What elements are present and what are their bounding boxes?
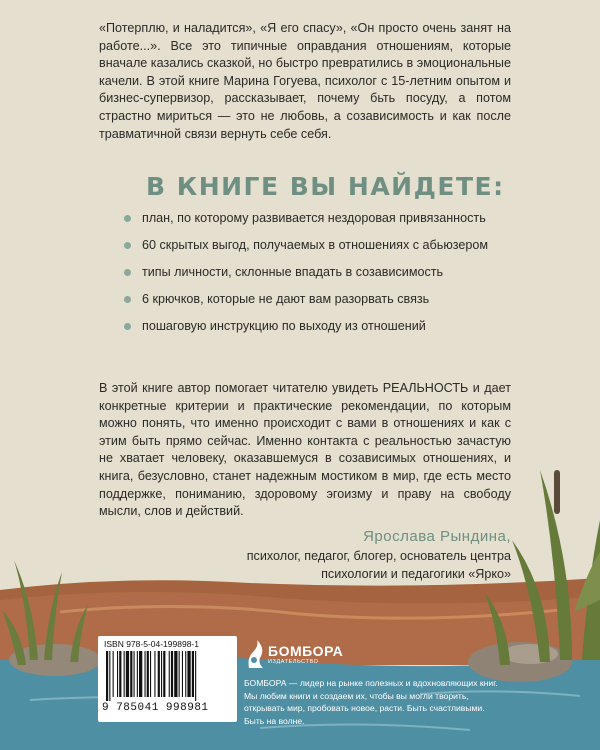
list-item-text: типы личности, склонные впадать в созависимость	[142, 265, 444, 280]
list-item	[124, 264, 504, 282]
list-item	[124, 318, 504, 336]
publisher-description: БОМБОРА — лидер на рынке полезных и вдохновляющих книг. Мы любим книги и создаем их, чтобы вы могли творить, открывать мир, пробовать новое, расти. Быть счастливыми. Быть на волне.	[244, 678, 498, 726]
bullet-icon	[124, 296, 131, 303]
barcode-digits: 9 785041 998981	[102, 702, 209, 714]
bullet-icon	[124, 215, 131, 222]
isbn-barcode-box	[98, 636, 237, 722]
barcode-icon	[106, 651, 229, 701]
review-paragraph: В этой книге автор помогает читателю увидеть РЕАЛЬНОСТЬ и дает конкретные критерии и практические рекомендации, по которым можно понять, что именно происходит с вами в отношениях и как с этим быть прямо сейчас. Именно контакта с реальностью зачастую не хватает человеку, оказавшемуся в созависимых отношениях, и книга, безусловно, станет надежным мостиком в мир, где есть место поддержке, пониманию, здоровому эгоизму и праву на свободу мысли, слов и действий.	[99, 381, 511, 519]
list-item-text: пошаговую инструкцию по выходу из отношений	[142, 319, 426, 334]
review-author: Ярослава Рындина,	[363, 528, 511, 545]
bullet-icon	[124, 242, 131, 249]
publisher-subtitle: ИЗДАТЕЛЬСТВО	[268, 659, 319, 665]
bullet-icon	[124, 269, 131, 276]
bombora-wave-icon	[245, 640, 267, 670]
list-item	[124, 237, 504, 255]
list-item	[124, 210, 504, 228]
intro-paragraph: «Потерплю, и наладится», «Я его спасу», «Он просто очень занят на работе...». Все это типичные оправдания отношениям, которые вначале казались сказкой, но быстро превратились в эмоциональные качели. В этой книге Марина Гогуева, психолог с 15-летним опытом и бизнес-супервизор, рассказывает, почему бьть посуду, а потом страстно мириться — это не любовь, а созависимость и как после травматичной связи вернуть себе себя.	[99, 21, 511, 141]
bullet-icon	[124, 323, 131, 330]
isbn-label: ISBN 978-5-04-199898-1	[104, 639, 199, 649]
list-item-text: 60 скрытых выгод, получаемых в отношениях с абьюзером	[142, 238, 489, 253]
review-author-role: психолог, педагог, блогер, основатель центра психологии и педагогики «Ярко»	[246, 549, 511, 581]
list-item-text: 6 крючков, которые не дают вам разорвать связь	[142, 292, 430, 307]
benefits-list	[124, 210, 504, 345]
publisher-name: БОМБОРА	[268, 643, 344, 659]
reed-head	[554, 470, 560, 514]
list-item-text: план, по которому развивается нездоровая привязанность	[142, 211, 486, 225]
list-heading: В КНИГЕ ВЫ НАЙДЕТЕ:	[146, 172, 505, 201]
list-item	[124, 291, 504, 309]
